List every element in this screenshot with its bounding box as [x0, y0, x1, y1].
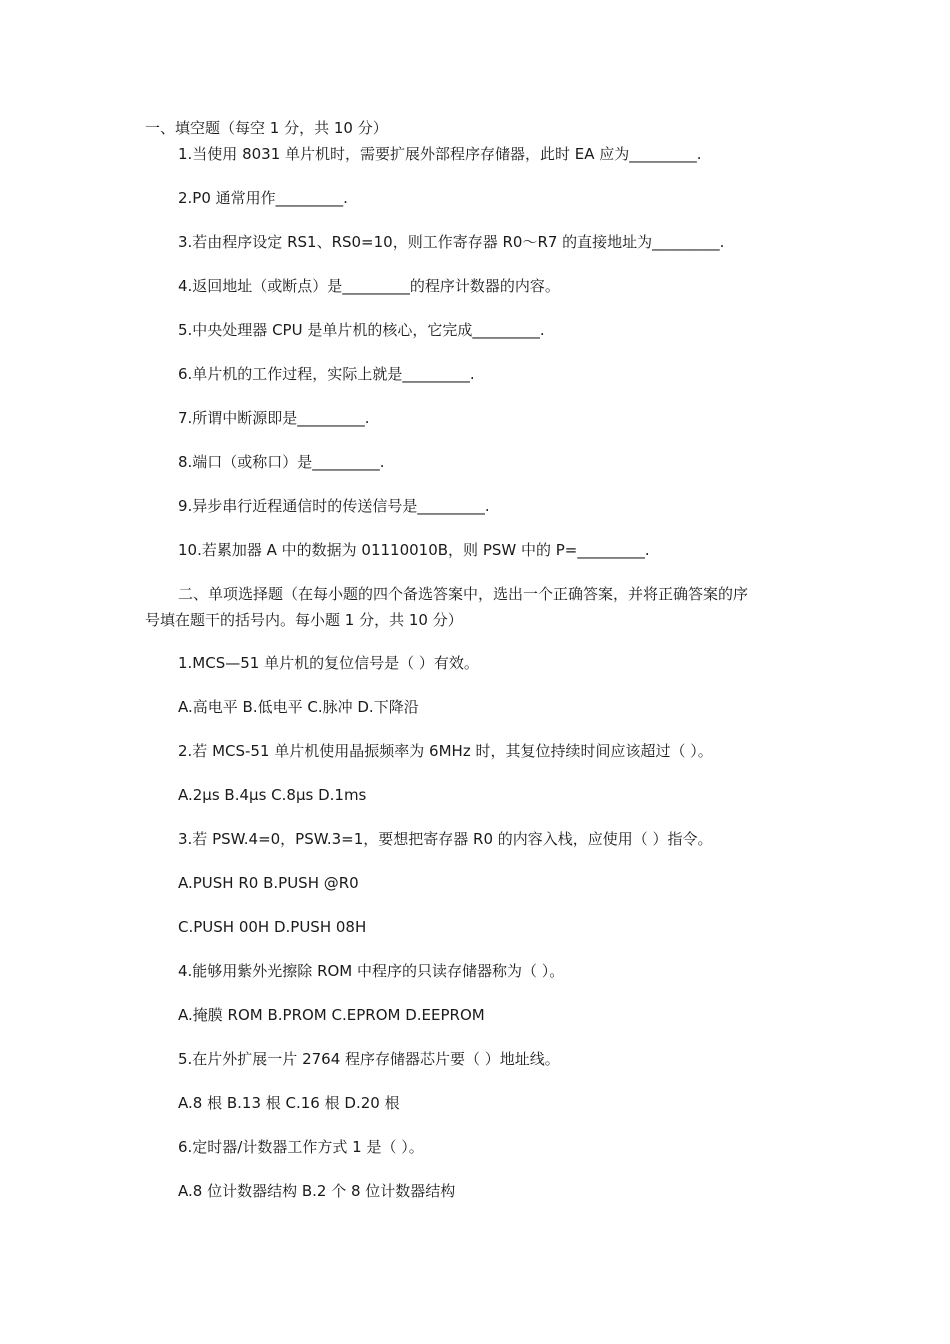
- fill-question-3: 3.若由程序设定 RS1、RS0=10，则工作寄存器 R0～R7 的直接地址为_________.: [178, 233, 725, 251]
- fill-question-8: 8.端口（或称口）是_________.: [178, 453, 385, 471]
- fill-question-7: 7.所谓中断源即是_________.: [178, 409, 370, 427]
- choice-options-5: A.8 根 B.13 根 C.16 根 D.20 根: [178, 1094, 400, 1112]
- choice-options-1: A.高电平 B.低电平 C.脉冲 D.下降沿: [178, 698, 419, 716]
- choice-question-5: 5.在片外扩展一片 2764 程序存储器芯片要（ ）地址线。: [178, 1050, 560, 1068]
- choice-question-4: 4.能够用紫外光擦除 ROM 中程序的只读存储器称为（ ）。: [178, 962, 565, 980]
- choice-options-6: A.8 位计数器结构 B.2 个 8 位计数器结构: [178, 1182, 456, 1200]
- choice-options-4: A.掩膜 ROM B.PROM C.EPROM D.EEPROM: [178, 1006, 485, 1024]
- fill-question-5: 5.中央处理器 CPU 是单片机的核心，它完成_________.: [178, 321, 545, 339]
- choice-question-6: 6.定时器/计数器工作方式 1 是（ ）。: [178, 1138, 424, 1156]
- fill-question-4: 4.返回地址（或断点）是_________的程序计数器的内容。: [178, 277, 560, 295]
- fill-question-10: 10.若累加器 A 中的数据为 01110010B，则 PSW 中的 P=_________.: [178, 541, 650, 559]
- section1-heading: 一、填空题（每空 1 分，共 10 分）: [145, 119, 388, 137]
- fill-question-1: 1.当使用 8031 单片机时，需要扩展外部程序存储器，此时 EA 应为_________.: [178, 145, 702, 163]
- choice-question-1: 1.MCS—51 单片机的复位信号是（ ）有效。: [178, 654, 479, 672]
- fill-question-9: 9.异步串行近程通信时的传送信号是_________.: [178, 497, 490, 515]
- choice-question-3: 3.若 PSW.4=0，PSW.3=1，要想把寄存器 R0 的内容入栈，应使用（ ）指令。: [178, 830, 713, 848]
- fill-question-2: 2.P0 通常用作_________.: [178, 189, 348, 207]
- section2-heading-line2: 号填在题干的括号内。每小题 1 分，共 10 分）: [145, 611, 463, 629]
- choice-question-2: 2.若 MCS-51 单片机使用晶振频率为 6MHz 时，其复位持续时间应该超过（ ）。: [178, 742, 713, 760]
- choice-options-2: A.2μs B.4μs C.8μs D.1ms: [178, 786, 367, 804]
- choice-options-3a: A.PUSH R0 B.PUSH @R0: [178, 874, 359, 892]
- choice-options-3b: C.PUSH 00H D.PUSH 08H: [178, 918, 367, 936]
- section2-heading-line1: 二、单项选择题（在每小题的四个备选答案中，选出一个正确答案，并将正确答案的序: [178, 585, 749, 603]
- fill-question-6: 6.单片机的工作过程，实际上就是_________.: [178, 365, 475, 383]
